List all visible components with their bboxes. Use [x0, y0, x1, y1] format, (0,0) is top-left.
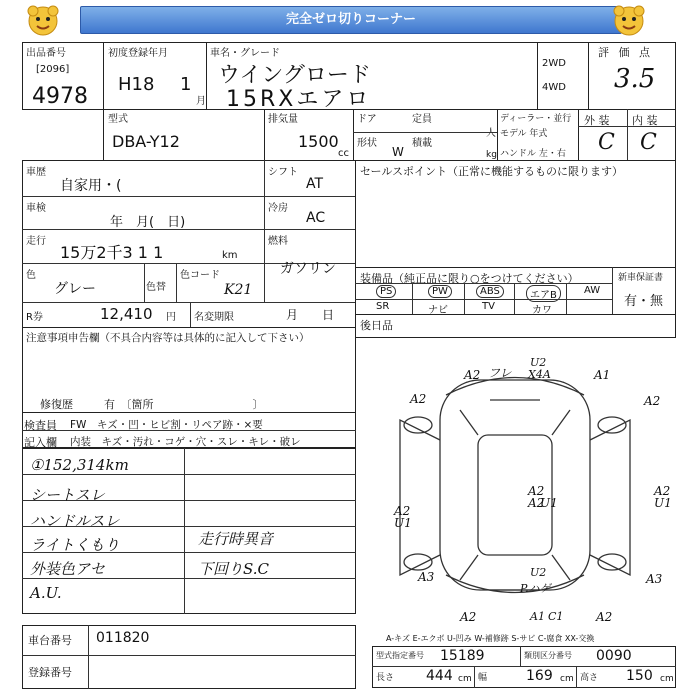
color-label: 色	[26, 270, 36, 281]
color-code-label: 色コード	[180, 270, 220, 281]
fuel-value: ガソリン	[280, 261, 336, 277]
handnote-2: シートスレ	[30, 486, 105, 504]
mascot-left-icon	[26, 4, 60, 38]
handnote-1: ①152,314km	[30, 456, 129, 474]
namechange-value: 月 日	[286, 308, 335, 322]
inspector-row2-label: 記入欄	[24, 436, 57, 449]
inspect-label: 車検	[26, 203, 46, 214]
mark-19: A2	[460, 610, 477, 624]
chassis-box	[22, 625, 356, 689]
disp-unit: cc	[338, 148, 349, 159]
repair-label: 修復歴	[40, 398, 73, 411]
inspector-row1-label: 検査員	[24, 419, 57, 432]
name-line1: ウイングロード	[218, 63, 371, 88]
warranty-label: 新車保証書	[618, 273, 664, 283]
eval-value: 3.5	[614, 64, 656, 94]
width-label: 幅	[478, 673, 488, 683]
mark-1: A2	[464, 368, 481, 382]
equip-leather: カワ	[532, 305, 552, 316]
recycle-label: R券	[26, 312, 43, 323]
page-banner: 完全ゼロ切りコーナー	[80, 6, 622, 34]
mark-21: C1	[548, 610, 564, 623]
model-value: DBA-Y12	[112, 132, 180, 151]
mark-15: A3	[418, 570, 435, 584]
name-label: 車名・グレード	[210, 48, 280, 59]
mark-11: A2	[654, 484, 671, 498]
mark-22: A2	[596, 610, 613, 624]
reg-month-unit: 月	[196, 96, 206, 107]
equip-tv: TV	[482, 301, 495, 312]
length-unit: cm	[458, 674, 472, 684]
wd2-label: 2WD	[542, 58, 566, 69]
shift-label: シフト	[268, 167, 298, 178]
history-label: 車歴	[26, 167, 46, 178]
wd4-label: 4WD	[542, 82, 566, 93]
fuel-label: 燃料	[268, 236, 288, 247]
repair-value: 有 〔箇所 〕	[104, 398, 264, 411]
ext-label: 外 装	[584, 114, 610, 127]
equip-navi: ナビ	[428, 305, 448, 316]
cap-label: 定員	[412, 114, 432, 125]
int-value: C	[640, 130, 657, 155]
diagram-legend: A-キズ E-エクボ U-凹み W-補修跡 S-サビ C-腐食 XX-交換	[386, 634, 595, 643]
width-value: 169	[526, 668, 553, 684]
mark-5: A1	[594, 368, 611, 382]
color-value: グレー	[54, 281, 96, 297]
equip-label: 装備品（純正品に限り○をつけてください）	[360, 272, 579, 285]
mark-18: A3	[646, 572, 663, 586]
car-diagram	[360, 340, 676, 630]
mark-17: P.ハゲ	[520, 582, 551, 595]
lot-number: 4978	[32, 84, 88, 109]
mark-10: A2	[528, 484, 545, 498]
length-label: 長さ	[376, 673, 395, 683]
inspector-row2: 内装 キズ・汚れ・コゲ・穴・スレ・キレ・破レ	[70, 436, 301, 448]
selling-label: セールスポイント（正常に機能するものに限ります）	[360, 165, 624, 178]
equip-airbag: エアB	[526, 285, 561, 302]
namechange-label: 名変期限	[194, 312, 234, 323]
recycle-unit: 円	[166, 312, 176, 323]
load-label: 積載	[412, 138, 432, 149]
int-label: 内 装	[632, 114, 658, 127]
mark-2: フレ	[488, 366, 512, 380]
handnote-6: A.U.	[30, 584, 62, 602]
disp-label: 排気量	[268, 114, 298, 125]
color-code-value: K21	[224, 282, 253, 298]
chassis-label: 車台番号	[28, 634, 72, 647]
model-label: 型式	[108, 114, 128, 125]
warranty-value: 有・無	[624, 294, 664, 309]
shape-label: 形状	[357, 138, 377, 149]
inspect-value: 年 月( 日)	[110, 215, 186, 230]
rear-label: 後日品	[360, 319, 393, 332]
handnote-right-2: 下回りS.C	[198, 560, 269, 578]
model-year-label: モデル 年式	[500, 129, 548, 139]
handnote-4: ライトくもり	[30, 536, 120, 554]
model-code-value: 15189	[440, 648, 485, 664]
name-line2: 15RXエアロ	[226, 87, 372, 112]
equip-sr: SR	[376, 301, 390, 312]
ac-value: AC	[306, 210, 326, 226]
height-label: 高さ	[580, 673, 599, 683]
disp-value: 1500	[298, 132, 339, 151]
equip-ps: PS	[376, 285, 396, 298]
ac-label: 冷房	[268, 203, 288, 214]
eval-label: 評 価 点	[598, 46, 653, 59]
dealer-label: ディーラー・並行	[500, 114, 572, 124]
mark-14: U1	[540, 496, 558, 510]
equip-pw: PW	[428, 285, 452, 298]
chassis-value: 011820	[96, 630, 150, 646]
reg-era: H18	[118, 74, 155, 95]
mark-4: X4A	[528, 368, 551, 381]
handnote-right-1: 走行時異音	[198, 530, 274, 548]
mark-9: U1	[394, 516, 412, 530]
handle-label: ハンドル 左・右	[500, 149, 566, 159]
reg-month: 1	[180, 74, 192, 95]
mascot-right-icon	[612, 4, 646, 38]
height-value: 150	[626, 668, 653, 684]
history-value: 自家用・(	[60, 178, 122, 194]
cap-unit: 人	[486, 128, 496, 139]
mileage-label: 走行	[26, 236, 46, 247]
notes-label: 注意事項申告欄（不具合内容等は具体的に記入して下さい）	[26, 332, 310, 344]
mileage-value: 15万2千3 1 1	[60, 243, 164, 262]
mark-3: U2	[530, 356, 547, 369]
handnote-3: ハンドルスレ	[30, 512, 120, 530]
shift-value: AT	[306, 176, 324, 192]
equip-aw: AW	[584, 285, 601, 296]
load-unit: kg	[486, 150, 497, 160]
shape-value: W	[392, 145, 404, 159]
door-label: ドア	[357, 114, 377, 125]
mark-7: A2	[644, 394, 661, 408]
mileage-unit: km	[222, 250, 238, 261]
mark-6: A2	[410, 392, 427, 406]
recycle-value: 12,410	[100, 305, 153, 323]
height-unit: cm	[660, 674, 674, 684]
mark-12: U1	[654, 496, 672, 510]
class-value: 0090	[596, 648, 632, 664]
mark-20: A1	[530, 610, 545, 623]
lot-label: 出品番号	[26, 48, 66, 59]
reg-number-label: 登録番号	[28, 666, 72, 679]
class-label: 類別区分番号	[524, 651, 572, 660]
length-value: 444	[426, 668, 453, 684]
width-unit: cm	[560, 674, 574, 684]
inspector-row1: FW キズ・凹・ヒビ割・リペア跡・×要	[70, 419, 263, 431]
ext-value: C	[598, 130, 615, 155]
mark-16: U2	[530, 566, 547, 579]
handnote-5: 外装色アセ	[30, 560, 105, 578]
color-change-label: 色替	[146, 282, 166, 293]
equip-abs: ABS	[476, 285, 504, 298]
mark-13: A2	[528, 496, 545, 510]
wd-box	[537, 42, 589, 110]
mark-8: A2	[394, 504, 411, 518]
reg-label: 初度登録年月	[108, 48, 168, 59]
lot-small: [2096]	[36, 64, 70, 75]
model-code-label: 型式指定番号	[376, 651, 424, 660]
rear-box	[355, 314, 676, 338]
